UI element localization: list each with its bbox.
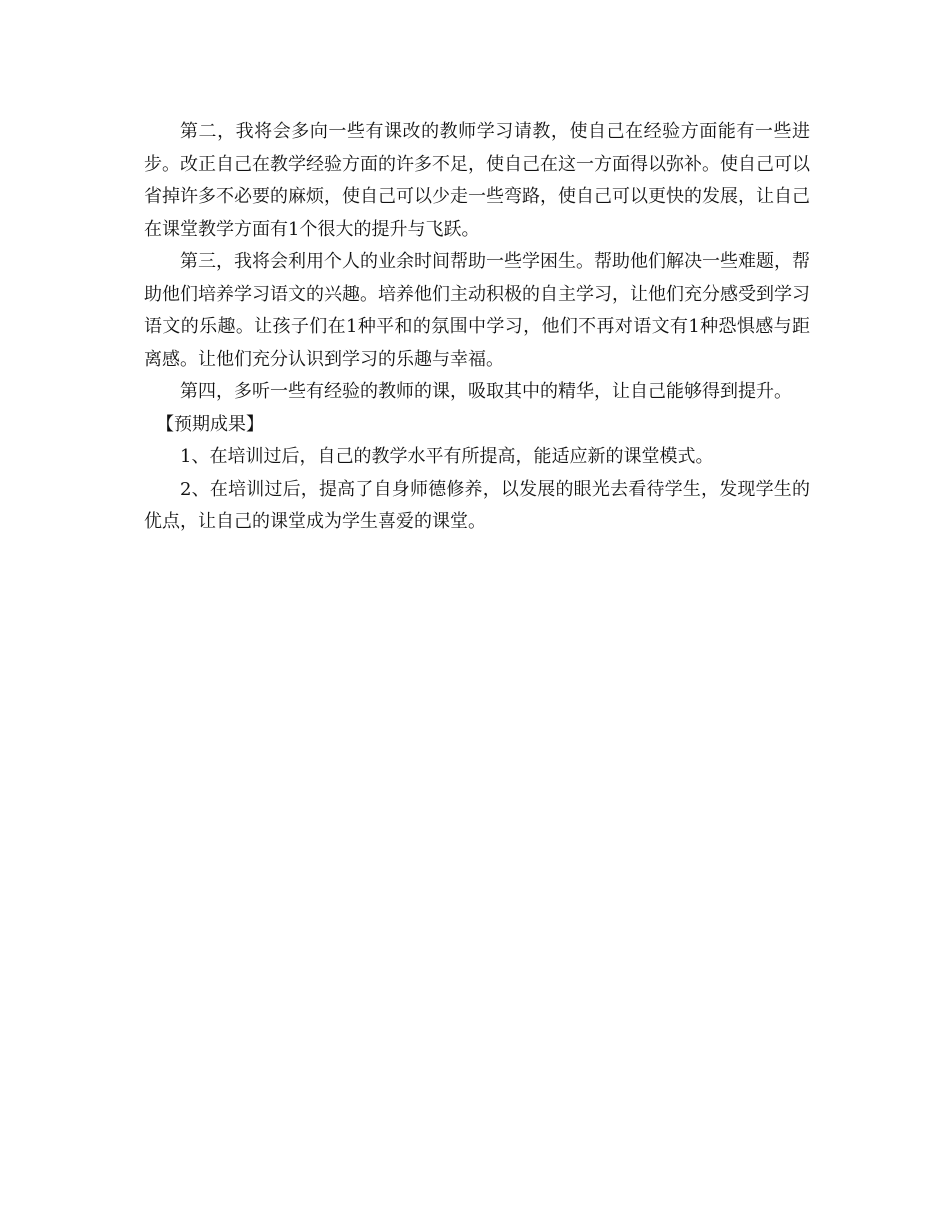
result-item-1: 1、在培训过后，自己的教学水平有所提高，能适应新的课堂模式。: [180, 446, 714, 467]
paragraph-fourth: 第四，多听一些有经验的教师的课，吸取其中的精华，让自己能够得到提升。: [180, 381, 792, 402]
paragraph-third: 第三，我将会利用个人的业余时间帮助一些学困生。帮助他们解决一些难题，帮助他们培养学习语文的兴趣。培养他们主动积极的自主学习，让他们充分感受到学习语文的乐趣。让孩子们在1种平和的氛围中学习，他们不再对语文有1种恐惧感与距离感。让他们充分认识到学习的乐趣与幸福。: [144, 251, 810, 370]
expected-results-heading: 【预期成果】: [156, 413, 264, 435]
paragraph-second: 第二，我将会多向一些有课改的教师学习请教，使自己在经验方面能有一些进步。改正自己在教学经验方面的许多不足，使自己在这一方面得以弥补。使自己可以省掉许多不必要的麻烦，使自己可以少走一些弯路，使自己可以更快的发展，让自己在课堂教学方面有1个很大的提升与飞跃。: [144, 121, 810, 240]
document-body: [144, 116, 810, 539]
result-item-2: 2、在培训过后，提高了自身师德修养，以发展的眼光去看待学生，发现学生的优点，让自己的课堂成为学生喜爱的课堂。: [144, 478, 810, 532]
